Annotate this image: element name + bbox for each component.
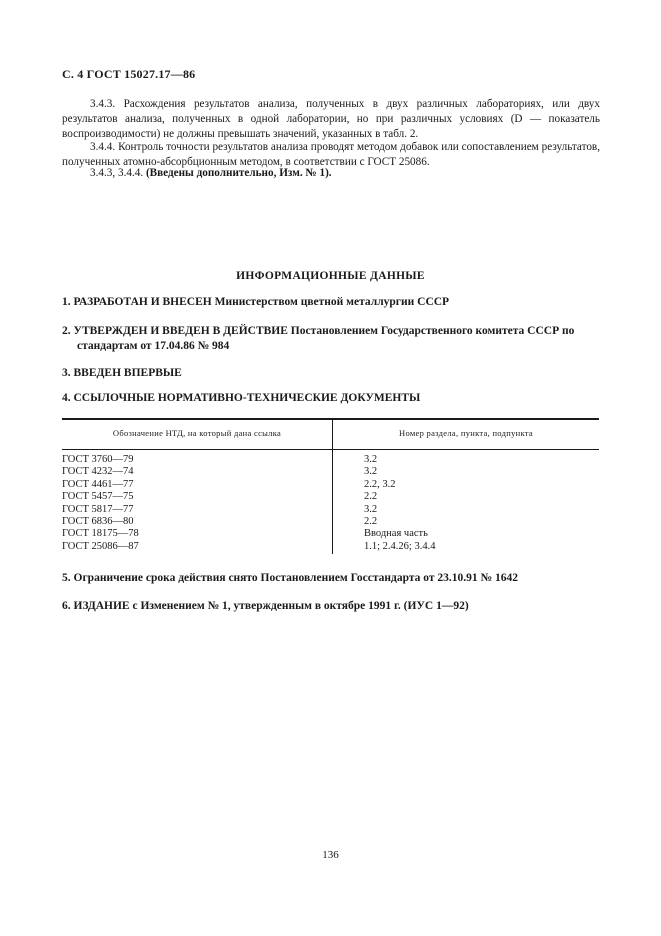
table-header-section-number: Номер раздела, пункта, подпункта bbox=[399, 428, 533, 438]
info-section-title: ИНФОРМАЦИОННЫЕ ДАННЫЕ bbox=[236, 270, 425, 282]
amendment-note-prefix: 3.4.3, 3.4.4. bbox=[90, 167, 146, 179]
info-item-4: 4. ССЫЛОЧНЫЕ НОРМАТИВНО-ТЕХНИЧЕСКИЕ ДОКУМЕНТЫ bbox=[62, 392, 421, 404]
table-cell-designation: ГОСТ 5817—77 bbox=[62, 503, 134, 515]
table-cell-section: 3.2 bbox=[364, 466, 378, 478]
paragraph-3-4-4-text: 3.4.4. Контроль точности результатов анализа проводят методом добавок или сопоставлением результатов, полученных атомно-абсорбционным методом, в соответствии с ГОСТ 25086. bbox=[62, 141, 600, 168]
info-item-6: 6. ИЗДАНИЕ с Изменением № 1, утвержденным в октябре 1991 г. (ИУС 1—92) bbox=[62, 600, 469, 612]
info-item-2-line-2: стандартам от 17.04.86 № 984 bbox=[77, 340, 230, 352]
table-cell-section: Вводная часть bbox=[364, 528, 428, 540]
amendment-note bbox=[62, 166, 600, 181]
table-cell-section: 2.2 bbox=[364, 491, 378, 503]
table-column-divider bbox=[332, 419, 333, 554]
info-item-5: 5. Ограничение срока действия снято Постановлением Госстандарта от 23.10.91 № 1642 bbox=[62, 572, 518, 584]
table-cell-section: 3.2 bbox=[364, 503, 378, 515]
table-cell-section: 1.1; 2.4.26; 3.4.4 bbox=[364, 540, 436, 552]
info-item-2-line-1: 2. УТВЕРЖДЕН И ВВЕДЕН В ДЕЙСТВИЕ Постановлением Государственного комитета СССР по bbox=[62, 325, 575, 337]
paragraph-3-4-3 bbox=[62, 97, 600, 142]
table-cell-section: 2.2, 3.2 bbox=[364, 478, 396, 490]
table-cell-designation: ГОСТ 18175—78 bbox=[62, 528, 139, 540]
table-column-designation bbox=[62, 454, 139, 553]
info-item-1: 1. РАЗРАБОТАН И ВНЕСЕН Министерством цветной металлургии СССР bbox=[62, 296, 450, 308]
info-item-2 bbox=[62, 324, 607, 354]
amendment-note-bold: (Введены дополнительно, Изм. № 1). bbox=[145, 167, 332, 179]
page-header: С. 4 ГОСТ 15027.17—86 bbox=[62, 67, 196, 81]
info-item-3: 3. ВВЕДЕН ВПЕРВЫЕ bbox=[62, 367, 182, 379]
page-number: 136 bbox=[322, 849, 339, 861]
table-column-section bbox=[364, 454, 435, 553]
table-cell-section: 3.2 bbox=[364, 454, 378, 465]
table-cell-designation: ГОСТ 4461—77 bbox=[62, 478, 134, 490]
table-cell-designation: ГОСТ 4232—74 bbox=[62, 466, 134, 478]
table-header-designation: Обозначение НТД, на который дана ссылка bbox=[112, 428, 282, 438]
table-cell-designation: ГОСТ 6836—80 bbox=[62, 516, 134, 528]
table-cell-designation: ГОСТ 25086—87 bbox=[62, 540, 139, 552]
table-top-rule bbox=[62, 418, 599, 420]
table-header-rule bbox=[62, 449, 599, 450]
paragraph-3-4-3-text: 3.4.3. Расхождения результатов анализа, полученных в двух различных лабораториях, или двух результатов анализа, полученных в одной лаборатории, но при различных условиях (D — показатель воспроизводимости) не должны превышать значений, указанных в табл. 2. bbox=[62, 98, 600, 140]
table-cell-designation: ГОСТ 5457—75 bbox=[62, 491, 134, 503]
table-cell-section: 2.2 bbox=[364, 516, 378, 528]
table-cell-designation: ГОСТ 3760—79 bbox=[62, 454, 134, 465]
